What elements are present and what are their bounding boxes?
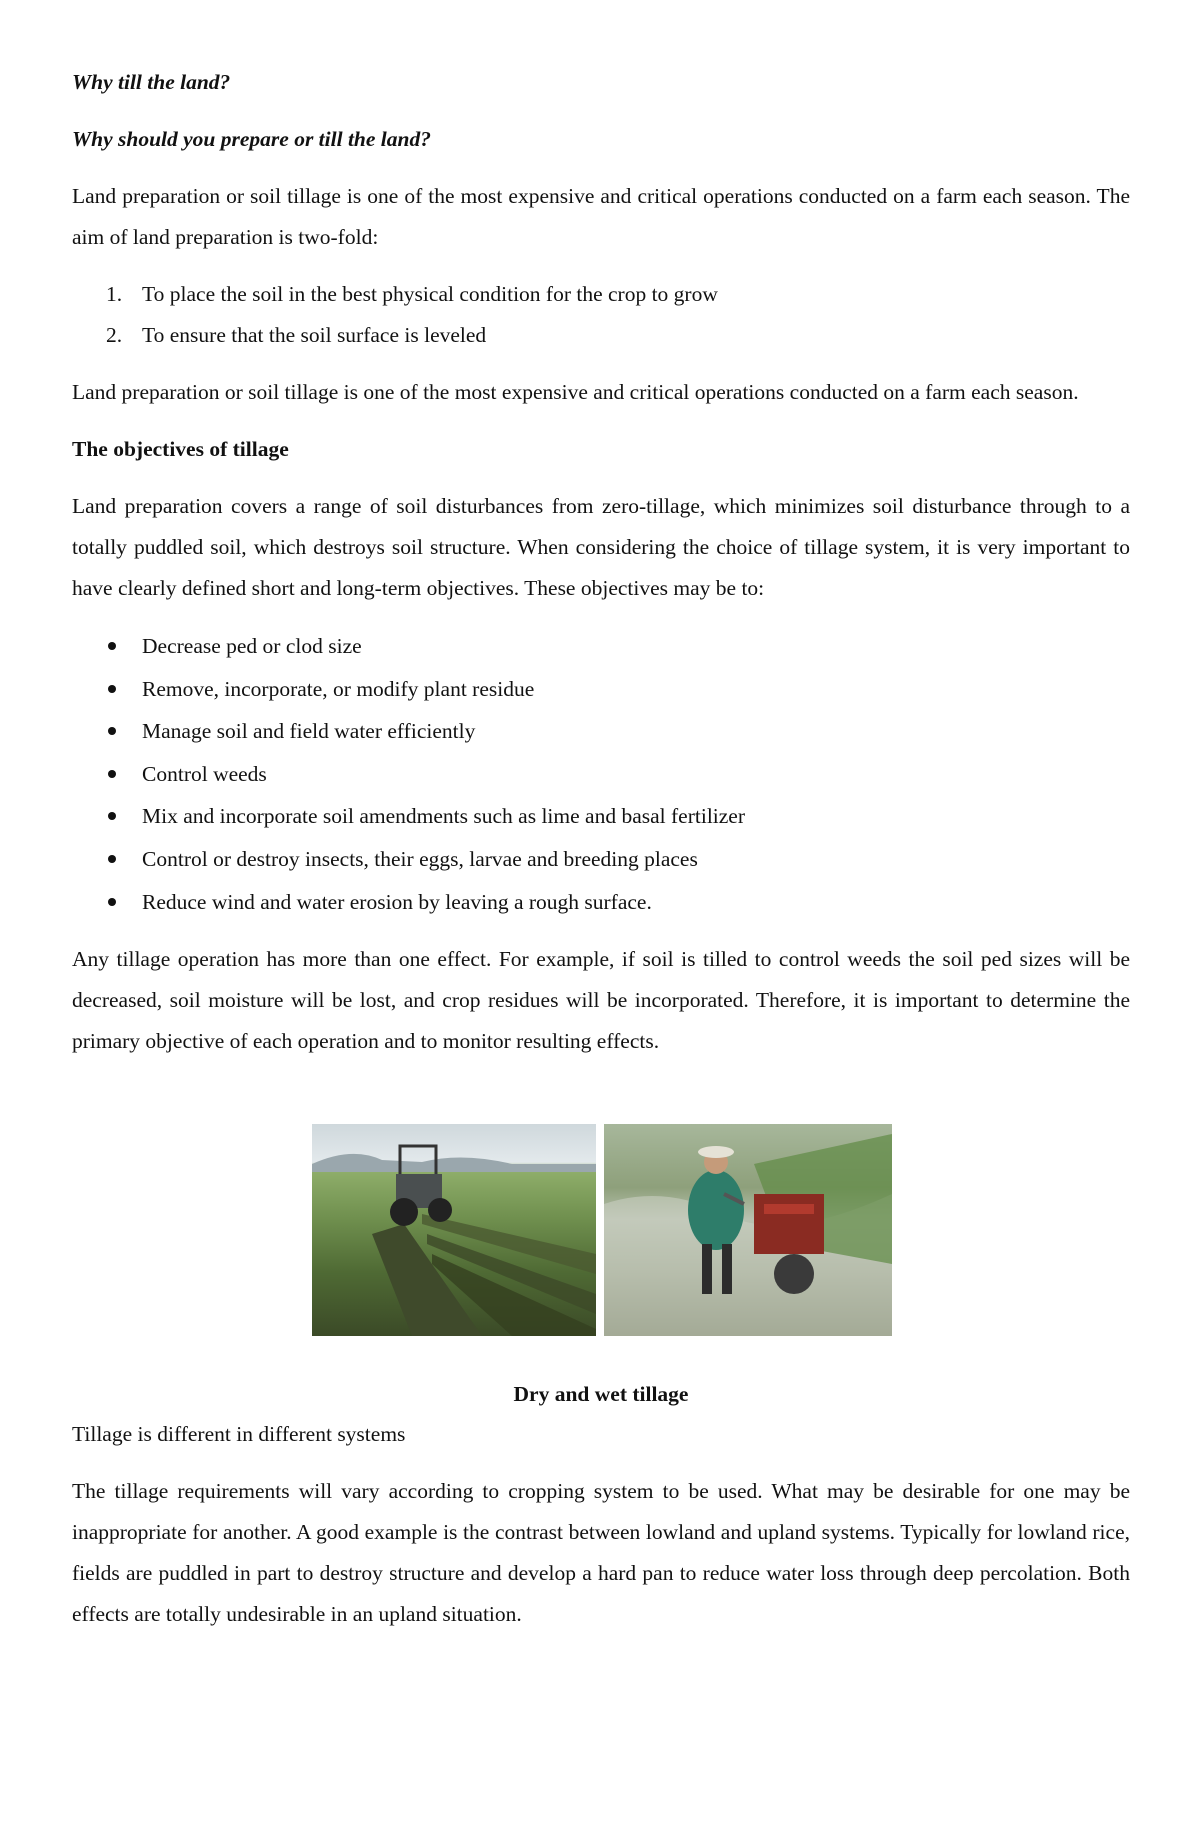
document-page bbox=[72, 62, 1130, 1635]
list-item bbox=[72, 274, 1130, 315]
intro-paragraph: Land preparation or soil tillage is one of the most expensive and critical operations conducted on a farm each season. The aim of land preparation is two-fold: bbox=[72, 184, 1130, 249]
objectives-paragraph: Land preparation covers a range of soil disturbances from zero-tillage, which minimizes soil disturbance through to a totally puddled soil, which destroys soil structure. When considering the choice of tillage system, it is very important to have clearly defined short and long-term objectives. These objectives may be to: bbox=[72, 494, 1130, 600]
list-item bbox=[72, 625, 1130, 668]
systems-paragraph: The tillage requirements will vary according to cropping system to be used. What may be desirable for one may be inappropriate for another. A good example is the contrast between lowland and upland systems. Typically for lowland rice, fields are puddled in part to destroy structure and develop a hard pan to reduce water loss through deep percolation. Both effects are totally undesirable in an upland situation. bbox=[72, 1479, 1130, 1627]
bullet-icon bbox=[108, 812, 116, 820]
title-why-till: Why till the land? bbox=[72, 70, 231, 94]
objectives-list bbox=[72, 625, 1130, 923]
bullet-icon bbox=[108, 770, 116, 778]
list-number: 1. bbox=[106, 282, 123, 306]
list-item-text: Mix and incorporate soil amendments such as lime and basal fertilizer bbox=[142, 804, 746, 829]
bullet-icon bbox=[108, 685, 116, 693]
repeat-paragraph: Land preparation or soil tillage is one of the most expensive and critical operations conducted on a farm each season. bbox=[72, 380, 1079, 404]
list-item-text: To place the soil in the best physical condition for the crop to grow bbox=[142, 282, 718, 306]
list-item-text: To ensure that the soil surface is leveled bbox=[142, 323, 487, 347]
list-item-text: Control weeds bbox=[142, 761, 267, 786]
list-item-text: Reduce wind and water erosion by leaving a rough surface. bbox=[142, 889, 652, 914]
effects-paragraph: Any tillage operation has more than one effect. For example, if soil is tilled to control weeds the soil ped sizes will be decreased, soil moisture will be lost, and crop residues will be incorporated. Therefore, it is important to determine the primary objective of each operation and to monitor resulting effects. bbox=[72, 947, 1130, 1054]
bullet-icon bbox=[108, 855, 116, 863]
list-item-text: Manage soil and field water efficiently bbox=[142, 719, 476, 744]
bullet-icon bbox=[108, 642, 116, 650]
list-number: 2. bbox=[106, 323, 123, 347]
list-item-text: Decrease ped or clod size bbox=[142, 634, 362, 658]
list-item-text: Control or destroy insects, their eggs, larvae and breeding places bbox=[142, 846, 698, 871]
tillage-figure bbox=[72, 1124, 1130, 1414]
title-why-prepare: Why should you prepare or till the land? bbox=[72, 127, 431, 151]
list-item bbox=[72, 668, 1130, 711]
systems-heading: Tillage is different in different systems bbox=[72, 1422, 406, 1447]
figure-caption: Dry and wet tillage bbox=[513, 1382, 689, 1407]
dry-tillage-photo bbox=[312, 1124, 596, 1336]
list-item bbox=[72, 753, 1130, 796]
aims-list bbox=[72, 274, 1130, 356]
list-item bbox=[72, 881, 1130, 924]
list-item bbox=[72, 795, 1130, 838]
bullet-icon bbox=[108, 898, 116, 906]
list-item bbox=[72, 710, 1130, 753]
list-item bbox=[72, 315, 1130, 356]
list-item bbox=[72, 838, 1130, 881]
list-item-text: Remove, incorporate, or modify plant residue bbox=[142, 676, 535, 701]
bullet-icon bbox=[108, 727, 116, 735]
wet-tillage-photo bbox=[604, 1124, 892, 1336]
objectives-heading: The objectives of tillage bbox=[72, 437, 289, 461]
